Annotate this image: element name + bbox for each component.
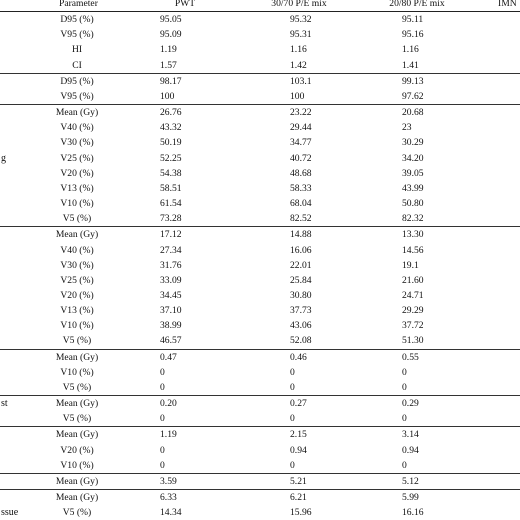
mix30-value-cell: 34.77: [290, 137, 312, 149]
imn-value-cell: [474, 258, 520, 273]
table-body: [0, 12, 520, 520]
table-row: [0, 135, 520, 150]
parameter-cell: V10 (%): [60, 198, 94, 210]
imn-value-cell: [474, 243, 520, 258]
structure-cell: [0, 211, 22, 227]
parameter-cell: Mean (Gy): [22, 349, 132, 365]
parameter-cell: D95 (%): [22, 73, 132, 89]
parameter-cell: Mean (Gy): [22, 427, 132, 443]
imn-value-cell: [474, 196, 520, 211]
structure-cell: [0, 120, 22, 135]
structure-cell: [0, 196, 22, 211]
imn-value-cell: [474, 73, 520, 89]
parameter-cell: V20 (%): [60, 289, 94, 301]
mix20-value-cell: 0.55: [360, 349, 474, 365]
table-row: [0, 303, 520, 318]
table-row: [0, 427, 520, 443]
parameter-cell: V30 (%): [60, 137, 94, 149]
structure-cell: [0, 380, 22, 396]
mix30-value-cell: 0: [290, 381, 295, 393]
parameter-cell: V5 (%): [62, 335, 92, 347]
mix20-value-cell: 3.14: [360, 427, 474, 443]
imn-value-cell: [474, 181, 520, 196]
mix30-value-cell: 16.06: [290, 244, 312, 256]
imn-value-cell: [474, 427, 520, 443]
mix30-value-cell: 29.44: [290, 122, 312, 134]
mix30-value-cell: 48.68: [290, 167, 312, 179]
pwt-value-cell: 31.76: [160, 259, 182, 271]
parameter-cell: V5 (%): [62, 507, 92, 519]
structure-cell: [0, 89, 22, 105]
parameter-cell: Mean (Gy): [22, 105, 132, 121]
mix30-value-cell: 1.42: [290, 59, 307, 71]
mix30-value-cell: 0: [290, 413, 295, 425]
structure-cell: st: [0, 396, 22, 412]
structure-cell: [0, 365, 22, 380]
mix20-value-cell: 95.11: [402, 14, 424, 26]
imn-value-cell: [474, 211, 520, 227]
imn-value-cell: [474, 27, 520, 42]
imn-value-cell: [474, 89, 520, 105]
table-row: [0, 396, 520, 412]
table-row: [0, 181, 520, 196]
imn-value-cell: [474, 288, 520, 303]
header-row: [0, 0, 520, 12]
mix20-value-cell: 82.32: [402, 213, 424, 225]
mix30-value-cell: 6.21: [238, 490, 360, 506]
mix20-value-cell: 13.30: [360, 227, 474, 243]
imn-value-cell: [474, 120, 520, 135]
header-parameter: Parameter: [59, 0, 98, 9]
mix20-value-cell: 5.12: [360, 473, 474, 489]
mix20-value-cell: 37.72: [402, 320, 424, 332]
structure-cell: [0, 73, 22, 89]
table-row: [0, 505, 520, 520]
structure-cell: [0, 411, 22, 427]
mix20-value-cell: 97.62: [402, 90, 424, 102]
mix30-value-cell: 95.31: [290, 29, 312, 41]
parameter-cell: V95 (%): [60, 29, 94, 41]
parameter-cell: V20 (%): [60, 167, 94, 179]
pwt-value-cell: 1.19: [132, 427, 238, 443]
mix30-value-cell: 103.1: [238, 73, 360, 89]
mix30-value-cell: 95.32: [290, 14, 312, 26]
parameter-cell: Mean (Gy): [22, 396, 132, 412]
pwt-value-cell: 0.20: [132, 396, 238, 412]
mix20-value-cell: 0.94: [402, 444, 419, 456]
imn-value-cell: [474, 105, 520, 121]
header-30-70-mix: 30/70 P/E mix: [271, 0, 327, 9]
table-row: [0, 227, 520, 243]
mix20-value-cell: 1.41: [402, 59, 419, 71]
parameter-cell: CI: [72, 59, 82, 71]
mix20-value-cell: 43.99: [402, 182, 424, 194]
parameter-cell: V5 (%): [62, 413, 92, 425]
pwt-value-cell: 0.47: [132, 349, 238, 365]
imn-value-cell: [474, 166, 520, 181]
structure-cell: [0, 349, 22, 365]
parameter-cell: V10 (%): [60, 459, 94, 471]
mix30-value-cell: 0.46: [238, 349, 360, 365]
mix20-value-cell: 0: [402, 413, 407, 425]
pwt-value-cell: 27.34: [160, 244, 182, 256]
structure-cell: [0, 27, 22, 42]
pwt-value-cell: 100: [160, 90, 175, 102]
imn-value-cell: [474, 380, 520, 396]
table-row: [0, 196, 520, 211]
imn-value-cell: [474, 458, 520, 474]
structure-cell: [0, 227, 22, 243]
pwt-value-cell: 0: [160, 366, 165, 378]
mix20-value-cell: 29.29: [402, 305, 424, 317]
table-row: [0, 318, 520, 333]
table-row: [0, 12, 520, 28]
mix20-value-cell: 0: [402, 381, 407, 393]
parameter-cell: V13 (%): [60, 305, 94, 317]
table-row: [0, 273, 520, 288]
imn-value-cell: [474, 58, 520, 74]
mix30-value-cell: 2.15: [238, 427, 360, 443]
structure-cell: [0, 303, 22, 318]
mix30-value-cell: 100: [290, 90, 305, 102]
pwt-value-cell: 33.09: [160, 274, 182, 286]
mix30-value-cell: 0: [290, 366, 295, 378]
parameter-cell: V10 (%): [60, 366, 94, 378]
parameter-cell: V20 (%): [60, 444, 94, 456]
mix30-value-cell: 25.84: [290, 274, 312, 286]
imn-value-cell: [474, 151, 520, 166]
parameter-cell: V25 (%): [60, 152, 94, 164]
mix20-value-cell: 5.99: [360, 490, 474, 506]
pwt-value-cell: 1.57: [160, 59, 177, 71]
parameter-cell: V13 (%): [60, 182, 94, 194]
pwt-value-cell: 52.25: [160, 152, 182, 164]
structure-cell: [0, 318, 22, 333]
pwt-value-cell: 54.38: [160, 167, 182, 179]
mix20-value-cell: 0: [402, 366, 407, 378]
mix30-value-cell: 58.33: [290, 182, 312, 194]
mix30-value-cell: 0.27: [238, 396, 360, 412]
parameter-cell: V95 (%): [60, 90, 94, 102]
pwt-value-cell: 73.28: [160, 213, 182, 225]
structure-cell: [0, 58, 22, 74]
imn-value-cell: [474, 349, 520, 365]
mix20-value-cell: 24.71: [402, 289, 424, 301]
header-pwt: PWT: [174, 0, 196, 9]
table-header: [0, 0, 520, 12]
mix20-value-cell: 14.56: [402, 244, 424, 256]
parameter-cell: Mean (Gy): [22, 227, 132, 243]
parameter-cell: V10 (%): [60, 320, 94, 332]
table-row: [0, 42, 520, 57]
table-row: [0, 473, 520, 489]
table-row: [0, 258, 520, 273]
pwt-value-cell: 46.57: [160, 335, 182, 347]
pwt-value-cell: 0: [160, 381, 165, 393]
imn-value-cell: [474, 303, 520, 318]
header-structure: [0, 0, 22, 12]
imn-value-cell: [474, 12, 520, 28]
imn-value-cell: [474, 135, 520, 150]
header-20-80-mix: 20/80 P/E mix: [389, 0, 445, 9]
pwt-value-cell: 61.54: [160, 198, 182, 210]
pwt-value-cell: 26.76: [132, 105, 238, 121]
pwt-value-cell: 58.51: [160, 182, 182, 194]
parameter-cell: V40 (%): [60, 122, 94, 134]
imn-value-cell: [474, 42, 520, 57]
structure-cell: [0, 288, 22, 303]
pwt-value-cell: 34.45: [160, 289, 182, 301]
parameter-cell: V30 (%): [60, 259, 94, 271]
parameter-cell: D95 (%): [60, 14, 94, 26]
table-row: [0, 211, 520, 227]
parameter-cell: HI: [71, 44, 83, 56]
pwt-value-cell: 0: [160, 444, 165, 456]
mix20-value-cell: 99.13: [360, 73, 474, 89]
mix20-value-cell: 0.29: [360, 396, 474, 412]
table-row: [0, 333, 520, 349]
imn-value-cell: [474, 318, 520, 333]
parameter-cell: Mean (Gy): [22, 473, 132, 489]
mix30-value-cell: 68.04: [290, 198, 312, 210]
mix30-value-cell: 23.22: [238, 105, 360, 121]
mix30-value-cell: 5.21: [238, 473, 360, 489]
mix30-value-cell: 82.52: [290, 213, 312, 225]
mix30-value-cell: 37.73: [290, 305, 312, 317]
table-row: [0, 243, 520, 258]
structure-cell: [0, 333, 22, 349]
mix30-value-cell: 0.94: [290, 444, 307, 456]
mix20-value-cell: 20.68: [360, 105, 474, 121]
mix20-value-cell: 19.1: [402, 259, 419, 271]
table-row: [0, 349, 520, 365]
mix30-value-cell: 1.16: [290, 44, 307, 56]
mix20-value-cell: 1.16: [402, 44, 419, 56]
mix20-value-cell: 34.20: [402, 152, 424, 164]
parameter-cell: V5 (%): [62, 213, 92, 225]
pwt-value-cell: 95.05: [160, 14, 182, 26]
imn-value-cell: [474, 443, 520, 458]
table-row: [0, 166, 520, 181]
pwt-value-cell: 50.19: [160, 137, 182, 149]
structure-cell: [0, 166, 22, 181]
pwt-value-cell: 6.33: [132, 490, 238, 506]
table-row: [0, 380, 520, 396]
pwt-value-cell: 14.34: [160, 507, 182, 519]
structure-cell: [0, 42, 22, 57]
header-imn: IMN: [498, 0, 517, 9]
structure-cell: [0, 443, 22, 458]
table-row: [0, 411, 520, 427]
pwt-value-cell: 1.19: [160, 44, 177, 56]
parameter-cell: V5 (%): [62, 381, 92, 393]
structure-cell: [0, 427, 22, 443]
mix20-value-cell: 16.16: [402, 507, 424, 519]
imn-value-cell: [474, 273, 520, 288]
imn-value-cell: [474, 490, 520, 506]
structure-cell: [0, 473, 22, 489]
pwt-value-cell: 0: [160, 459, 165, 471]
table-row: [0, 443, 520, 458]
mix20-value-cell: 30.29: [402, 137, 424, 149]
structure-cell: [0, 490, 22, 506]
structure-cell: [0, 273, 22, 288]
mix30-value-cell: 30.80: [290, 289, 312, 301]
pwt-value-cell: 3.59: [132, 473, 238, 489]
mix20-value-cell: 95.16: [402, 29, 424, 41]
mix30-value-cell: 22.01: [290, 259, 312, 271]
table-row: [0, 27, 520, 42]
table-row: [0, 89, 520, 105]
mix30-value-cell: 43.06: [290, 320, 312, 332]
mix20-value-cell: 21.60: [402, 274, 424, 286]
mix20-value-cell: 50.80: [402, 198, 424, 210]
imn-value-cell: [474, 505, 520, 520]
mix20-value-cell: 0: [402, 459, 407, 471]
structure-cell: [0, 135, 22, 150]
pwt-value-cell: 98.17: [132, 73, 238, 89]
structure-cell: ssue: [1, 507, 19, 519]
mix30-value-cell: 0: [290, 459, 295, 471]
structure-cell: [0, 105, 22, 121]
pwt-value-cell: 17.12: [132, 227, 238, 243]
mix20-value-cell: 23: [402, 122, 412, 134]
mix30-value-cell: 52.08: [290, 335, 312, 347]
pwt-value-cell: 95.09: [160, 29, 182, 41]
imn-value-cell: [474, 333, 520, 349]
parameter-cell: Mean (Gy): [22, 490, 132, 506]
table-row: [0, 365, 520, 380]
table-row: [0, 58, 520, 74]
imn-value-cell: [474, 396, 520, 412]
mix30-value-cell: 40.72: [290, 152, 312, 164]
table-row: [0, 458, 520, 474]
structure-cell: [0, 181, 22, 196]
parameter-cell: V25 (%): [60, 274, 94, 286]
table-row: [0, 490, 520, 506]
table-row: [0, 288, 520, 303]
mix20-value-cell: 51.30: [402, 335, 424, 347]
table-row: [0, 120, 520, 135]
mix20-value-cell: 39.05: [402, 167, 424, 179]
imn-value-cell: [474, 473, 520, 489]
mix30-value-cell: 14.88: [238, 227, 360, 243]
pwt-value-cell: 43.32: [160, 122, 182, 134]
table-row: [0, 73, 520, 89]
structure-cell: g: [1, 152, 6, 164]
structure-cell: [0, 243, 22, 258]
parameter-cell: V40 (%): [60, 244, 94, 256]
table-row: [0, 151, 520, 166]
imn-value-cell: [474, 365, 520, 380]
pwt-value-cell: 37.10: [160, 305, 182, 317]
imn-value-cell: [474, 227, 520, 243]
pwt-value-cell: 38.99: [160, 320, 182, 332]
structure-cell: [0, 258, 22, 273]
imn-value-cell: [474, 411, 520, 427]
mix30-value-cell: 15.96: [290, 507, 312, 519]
table-row: [0, 105, 520, 121]
structure-cell: [0, 458, 22, 474]
structure-cell: [0, 12, 22, 28]
pwt-value-cell: 0: [160, 413, 165, 425]
